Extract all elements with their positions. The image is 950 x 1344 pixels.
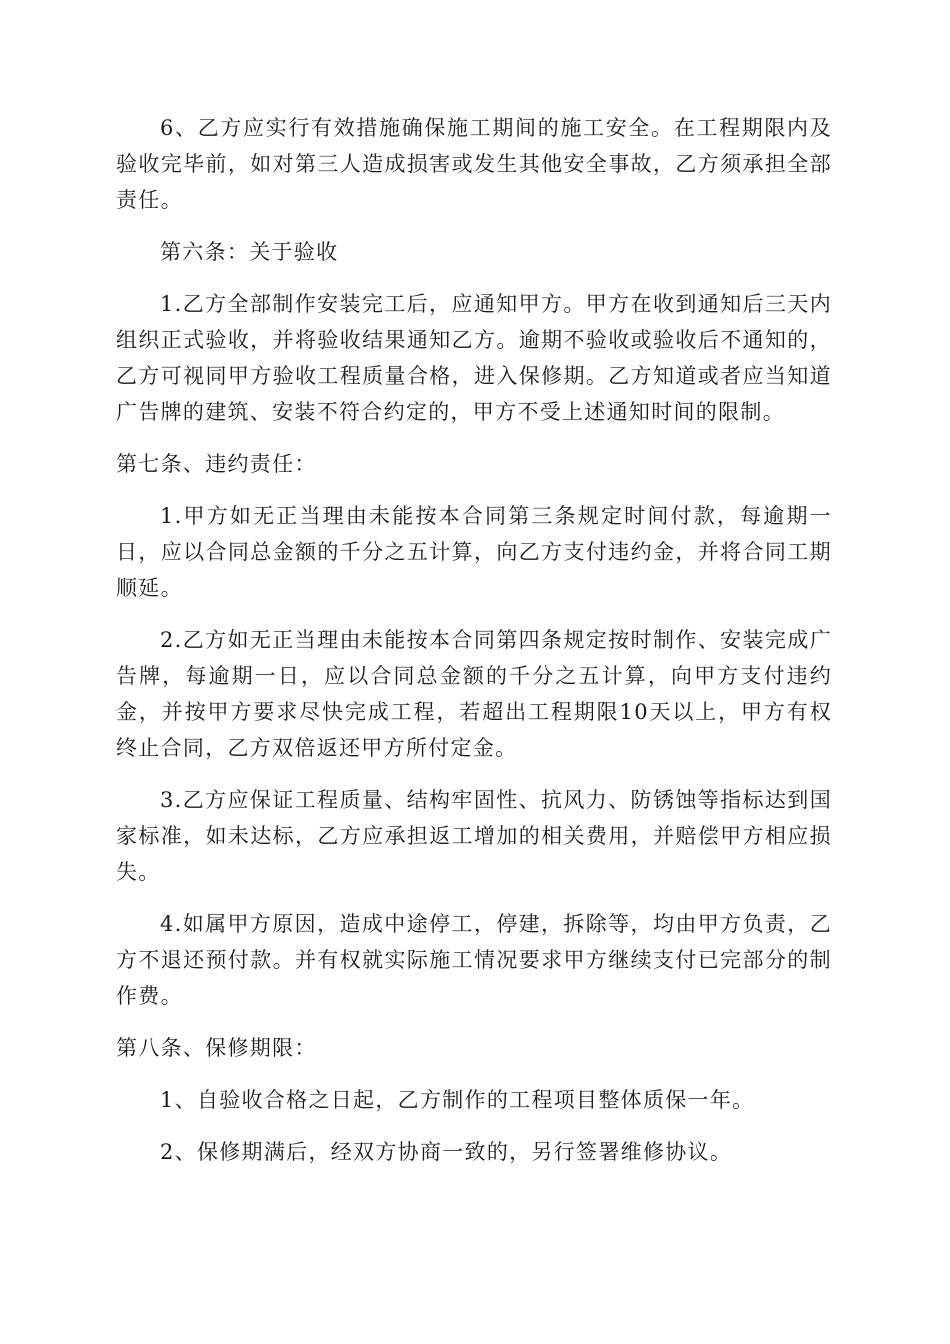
article-7-item-1: 1.甲方如无正当理由未能按本合同第三条规定时间付款，每逾期一日，应以合同总金额的千分之五计算，向乙方支付违约金，并将合同工期顺延。 (116, 504, 832, 600)
article-8-item-2: 2、保修期满后，经双方协商一致的，另行签署维修协议。 (160, 1140, 733, 1164)
article-6-item-1: 1.乙方全部制作安装完工后，应通知甲方。甲方在收到通知后三天内组织正式验收，并将验收结果通知乙方。逾期不验收或验收后不通知的，乙方可视同甲方验收工程质量合格，进入保修期。乙方知道或者应当知道广告牌的建筑、安装不符合约定的，甲方不受上述通知时间的限制。 (116, 292, 832, 424)
article-8-item-1: 1、自验收合格之日起，乙方制作的工程项目整体质保一年。 (160, 1088, 755, 1112)
article-7-item-4: 4.如属甲方原因，造成中途停工，停建，拆除等，均由甲方负责，乙方不退还预付款。并有权就实际施工情况要求甲方继续支付已完部分的制作费。 (116, 912, 832, 1008)
article-8-heading: 第八条、保修期限： (116, 1036, 317, 1060)
article-7-item-2: 2.乙方如无正当理由未能按本合同第四条规定按时制作、安装完成广告牌，每逾期一日，应以合同总金额的千分之五计算，向甲方支付违约金，并按甲方要求尽快完成工程，若超出工程期限10天以上，甲方有权终止合同，乙方双倍返还甲方所付定金。 (116, 628, 832, 760)
article-7-item-3: 3.乙方应保证工程质量、结构牢固性、抗风力、防锈蚀等指标达到国家标准，如未达标，乙方应承担返工增加的相关费用，并赔偿甲方相应损失。 (116, 788, 832, 884)
clause-5-item-6: 6、乙方应实行有效措施确保施工期间的施工安全。在工程期限内及验收完毕前，如对第三人造成损害或发生其他安全事故，乙方须承担全部责任。 (116, 116, 832, 212)
article-6-heading: 第六条：关于验收 (160, 240, 339, 264)
document-body (116, 110, 832, 1186)
article-7-heading: 第七条、违约责任： (116, 452, 317, 476)
